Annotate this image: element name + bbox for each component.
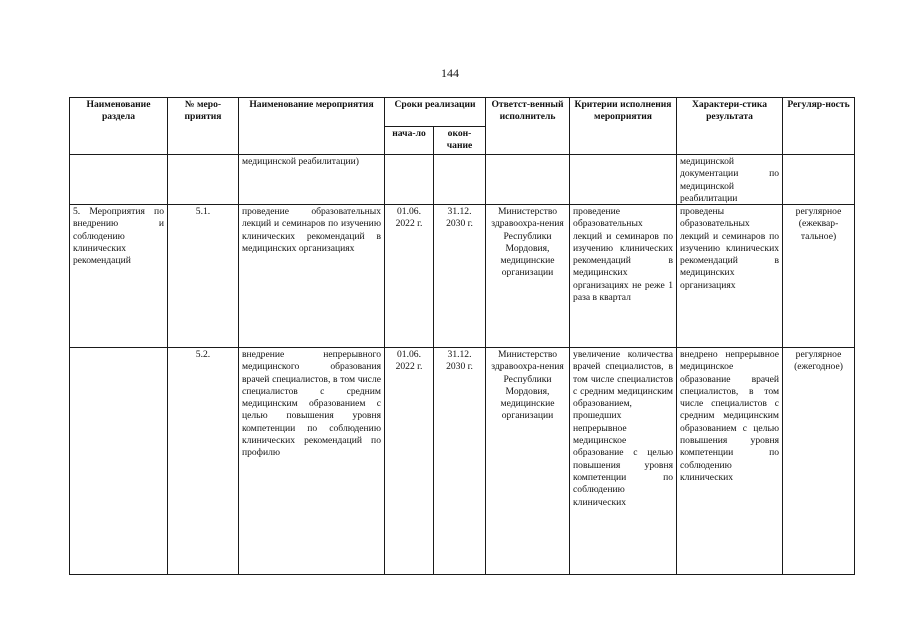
cell-event-name: проведение образовательных лекций и семинаров по изучению клинических рекомендаций в медицинских организациях bbox=[239, 205, 385, 348]
cell-regularity: регулярное (ежеквар-тальное) bbox=[783, 205, 855, 348]
cell-event-name: медицинской реабилитации) bbox=[239, 155, 385, 205]
page-number: 144 bbox=[441, 66, 459, 80]
cell-event-name: внедрение непрерывного медицинского образования врачей специалистов, в том числе специалистов с средним медицинским образованием с целью повышения уровня компетенции по соблюдению клинических рекомендаций по профилю bbox=[239, 348, 385, 575]
cell-number: 5.1. bbox=[168, 205, 239, 348]
cell-result: проведены образовательных лекций и семинаров по изучению клинических рекомендаций в медицинских организациях bbox=[677, 205, 783, 348]
table-row bbox=[70, 155, 855, 205]
table-row bbox=[70, 348, 855, 575]
header-responsible: Ответст-венный исполнитель bbox=[486, 98, 570, 155]
cell-responsible: Министерство здравоохра-нения Республики Мордовия, медицинские организации bbox=[486, 348, 570, 575]
cell-start bbox=[385, 155, 434, 205]
cell-end: 31.12. 2030 г. bbox=[434, 348, 486, 575]
cell-criteria: увеличение количества врачей специалистов, в том числе специалистов с средним медицинским образованием, прошедших непрерывное медицинское образование с целью повышения уровня компетенции по соблюдению клинических bbox=[570, 348, 677, 575]
header-event-number: № меро-приятия bbox=[168, 98, 239, 155]
cell-criteria bbox=[570, 155, 677, 205]
cell-start: 01.06. 2022 г. bbox=[385, 205, 434, 348]
table-header-row bbox=[70, 98, 855, 127]
header-result: Характери-стика результата bbox=[677, 98, 783, 155]
cell-responsible bbox=[486, 155, 570, 205]
header-criteria: Критерии исполнения мероприятия bbox=[570, 98, 677, 155]
header-section-name: Наименование раздела bbox=[70, 98, 168, 155]
cell-end: 31.12. 2030 г. bbox=[434, 205, 486, 348]
cell-number bbox=[168, 155, 239, 205]
cell-regularity bbox=[783, 155, 855, 205]
header-event-name: Наименование мероприятия bbox=[239, 98, 385, 155]
cell-number: 5.2. bbox=[168, 348, 239, 575]
cell-result: внедрено непрерывное медицинское образование врачей специалистов, в том числе специалистов с средним медицинским образованием с целью повышения уровня компетенции по соблюдению клинических bbox=[677, 348, 783, 575]
cell-regularity: регулярное (ежегодное) bbox=[783, 348, 855, 575]
cell-end bbox=[434, 155, 486, 205]
header-start: нача-ло bbox=[385, 127, 434, 155]
cell-section bbox=[70, 348, 168, 575]
cell-criteria: проведение образовательных лекций и семинаров по изучению клинических рекомендаций в медицинских организациях не реже 1 раза в квартал bbox=[570, 205, 677, 348]
header-end: окон-чание bbox=[434, 127, 486, 155]
cell-section: 5. Мероприятия по внедрению и соблюдению клинических рекомендаций bbox=[70, 205, 168, 348]
cell-start: 01.06. 2022 г. bbox=[385, 348, 434, 575]
header-terms: Сроки реализации bbox=[385, 98, 486, 127]
header-regularity: Регуляр-ность bbox=[783, 98, 855, 155]
cell-responsible: Министерство здравоохра-нения Республики Мордовия, медицинские организации bbox=[486, 205, 570, 348]
action-plan-table bbox=[69, 97, 855, 575]
cell-section bbox=[70, 155, 168, 205]
cell-result: медицинской документации по медицинской реабилитации bbox=[677, 155, 783, 205]
table-row bbox=[70, 205, 855, 348]
